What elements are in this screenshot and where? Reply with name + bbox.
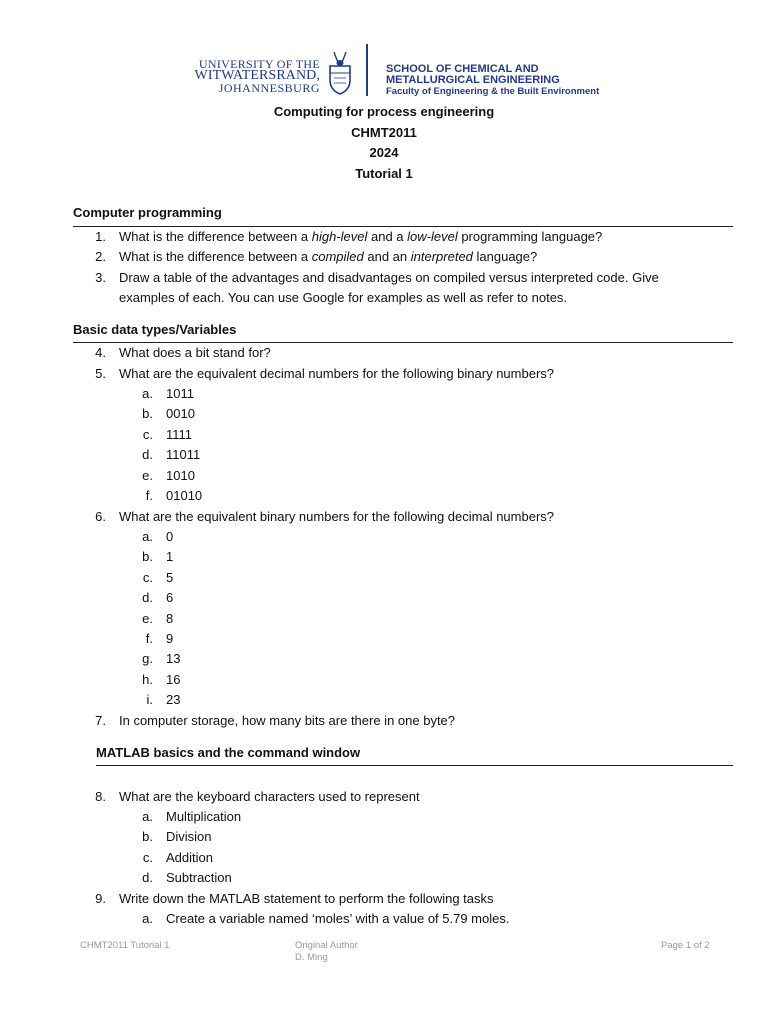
course-title: Computing for process engineering <box>273 104 495 119</box>
list-item-letter: c. <box>142 426 153 442</box>
list-item-letter: c. <box>142 569 153 585</box>
list-item-letter: a. <box>142 386 153 401</box>
school-name: SCHOOL OF CHEMICAL AND METALLURGICAL ENGINEERING Faculty of Engineering & the Built Environment <box>386 63 600 97</box>
list-item-text: 5 <box>166 569 174 585</box>
list-item-text: 1010 <box>166 467 195 483</box>
section-rule <box>96 765 733 766</box>
list-item-letter: b. <box>142 549 153 565</box>
list-item-text: 0 <box>166 529 174 544</box>
list-item-text: 1 <box>166 549 174 565</box>
list-item-letter: e. <box>142 610 153 626</box>
list-item-letter: d. <box>142 447 153 463</box>
list-item-text: 13 <box>166 651 181 667</box>
list-item-text: 1011 <box>166 386 194 401</box>
section-heading-data-types: Basic data types/Variables <box>73 322 237 337</box>
header-divider <box>366 44 368 96</box>
list-item-letter: h. <box>142 671 153 687</box>
document-title-block <box>0 102 768 184</box>
list-item-text: 0010 <box>166 406 195 422</box>
list-item-letter: e. <box>142 467 153 483</box>
list-item-text: Subtraction <box>166 870 232 886</box>
university-crest-icon <box>322 48 358 96</box>
footer-author: Original Author D. Ming <box>295 940 358 963</box>
footer-page-number: Page 1 of 2 <box>661 940 710 951</box>
course-code: CHMT2011 <box>351 124 417 140</box>
document-page: UNIVERSITY OF THE WITWATERSRAND, JOHANNESBURG SCHOOL OF CHEMICAL AND METALLURGICAL ENGINEERING Faculty of Engineering & the Built Environment Computing for process engineering CHMT2011 2024 Tutorial 1 Computer programming 1. What is the difference between a high-level and a low-level programming language? 2. What is the difference between a compiled and an interpreted language? 3. Draw a table of the advantages and disadvantages on compiled versus interpreted code. Give examples of each. You can use Google for examples as well as refer to notes. Basic data types/Variables 4. What does a bit stand for? 5. What are the equivalent decimal numbers for the following binary numbers? a. 1011 b. 0010 c. 1111 d. 11011 e. 1010 f. 01010 6. What are the equivalent binary numbers for the following decimal numbers? a. 0 b. 1 c. 5 d. 6 e. 8 f. 9 g. 13 h. 16 i. 23 7. In computer storage, how many bits are there in one byte? MATLAB basics and the command window 8. What are the keyboard characters used to represent a. Multiplication b. Division c. Addition d. Subtraction 9. Write down the MATLAB statement to perform the following tasks a. Create a variable named ‘moles’ with a value of 5.79 moles. CHMT2011 Tutorial 1 Original Author D. Ming Page 1 of 2 <box>0 0 768 1024</box>
list-item-letter: a. <box>142 809 153 824</box>
list-item-text: 1111 <box>166 426 193 442</box>
list-item-text: 01010 <box>166 488 203 503</box>
list-item-text: 11011 <box>166 447 201 463</box>
section-heading-matlab: MATLAB basics and the command window <box>96 745 361 760</box>
tutorial-number: Tutorial 1 <box>355 165 413 181</box>
list-item-text: 16 <box>166 671 181 687</box>
list-item-text: Create a variable named ‘moles’ with a value of 5.79 moles. <box>166 911 510 926</box>
list-item-letter: b. <box>142 406 153 422</box>
list-item-letter: g. <box>142 651 153 667</box>
list-item-letter: f. <box>145 488 153 503</box>
list-item-letter: d. <box>142 870 153 886</box>
list-item-text: Multiplication <box>166 809 242 824</box>
university-name: UNIVERSITY OF THE WITWATERSRAND, JOHANNESBURG <box>194 57 320 95</box>
footer-course: CHMT2011 Tutorial 1 <box>80 940 170 951</box>
list-item-letter: a. <box>142 911 153 926</box>
list-item-text: 23 <box>166 692 181 708</box>
year: 2024 <box>369 145 399 160</box>
list-item-text: Division <box>166 829 212 845</box>
list-item-text: 6 <box>166 590 174 606</box>
section-heading-programming: Computer programming <box>73 205 222 220</box>
list-item-letter: f. <box>145 631 153 646</box>
letterhead <box>184 44 624 100</box>
list-item-letter: c. <box>142 849 153 865</box>
list-item-letter: i. <box>146 692 153 708</box>
list-item-letter: a. <box>142 529 153 544</box>
list-item-text: Addition <box>166 849 213 865</box>
list-item-letter: b. <box>142 829 153 845</box>
list-item-text: 8 <box>166 610 174 626</box>
list-item-letter: d. <box>142 590 153 606</box>
list-item-text: 9 <box>166 631 174 646</box>
